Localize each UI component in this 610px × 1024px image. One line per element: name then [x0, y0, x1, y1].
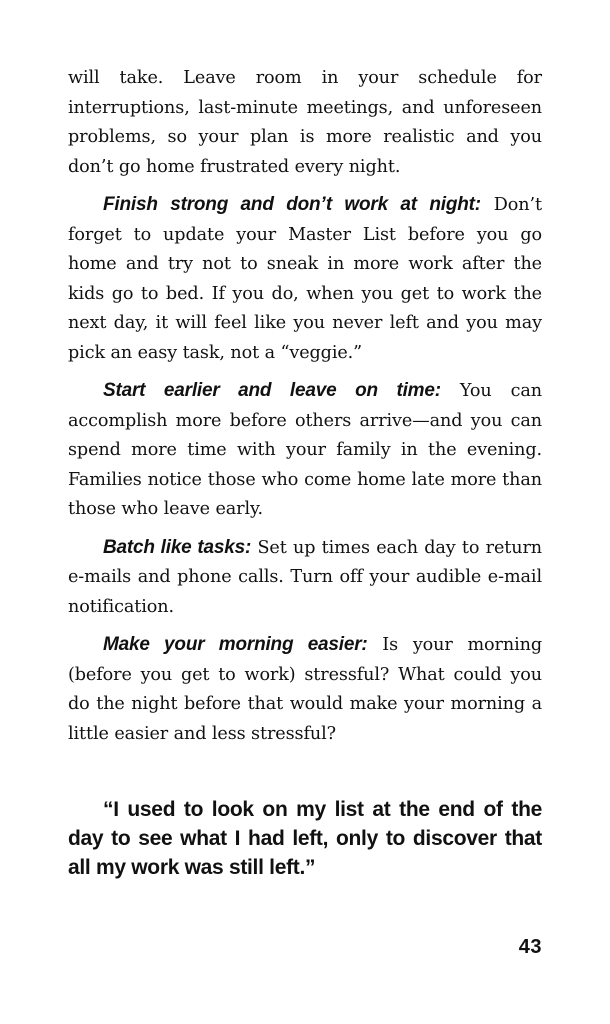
tip-text: Don’t forget to update your Master List before you go home and try not to sneak in more work after the kids go to bed. If you do, when you get to work the next day, it will feel like you never left and you may pick an easy task, not a “veggie.”	[68, 195, 542, 363]
tip-text: You can accomplish more before others arrive—and you can spend more time with your family in the evening. Families notice those who come home late more than those who leave early.	[68, 381, 542, 519]
page-number: 43	[518, 936, 542, 958]
tip-heading: Batch like tasks:	[103, 536, 252, 558]
tip-morning-easier	[68, 630, 542, 749]
tip-heading: Finish strong and don’t work at night:	[103, 194, 481, 215]
tip-heading: Start earlier and leave on time:	[103, 380, 441, 401]
paragraph-continued: will take. Leave room in your schedule for interruptions, last-minute meetings, and unforeseen problems, so your plan is more realistic and you don’t go home frustrated every night.	[68, 68, 542, 177]
page-body	[68, 64, 542, 882]
tip-heading: Make your morning easier:	[103, 634, 368, 655]
tip-text: Is your morning (before you get to work) stressful? What could you do the night before that would make your morning a little easier and less stressful?	[68, 635, 542, 744]
tip-finish-strong	[68, 190, 542, 368]
tip-start-earlier	[68, 376, 542, 525]
pull-quote: “I used to look on my list at the end of the day to see what I had left, only to discover that all my work was still left.”	[68, 798, 542, 879]
tip-batch-tasks	[68, 533, 542, 623]
tip-text: Set up times each day to return e-mails and phone calls. Turn off your audible e-mail notification.	[68, 537, 542, 617]
